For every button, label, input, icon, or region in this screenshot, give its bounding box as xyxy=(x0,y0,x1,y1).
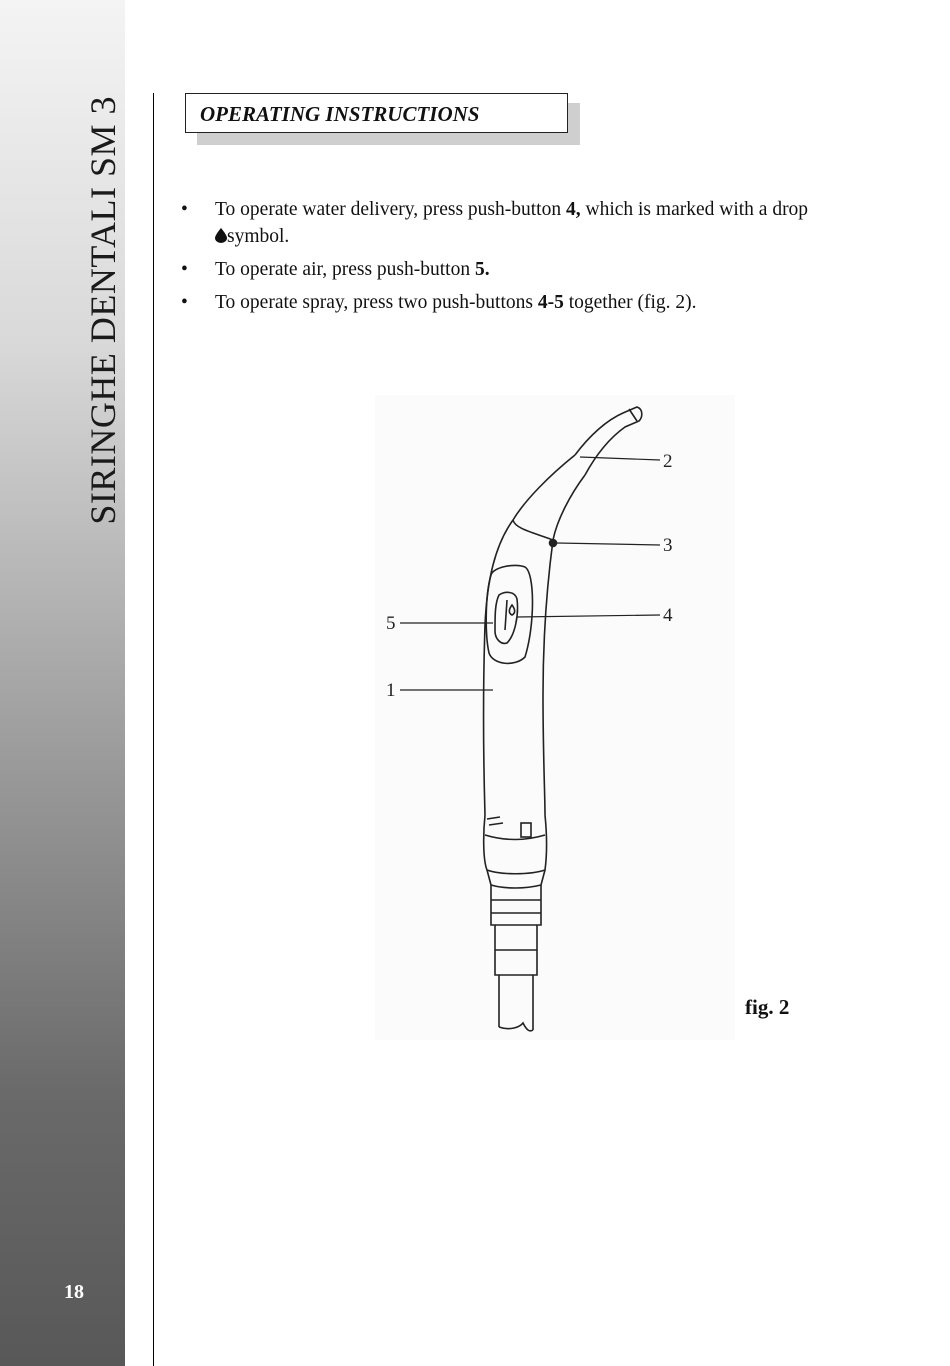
bullet-dot: • xyxy=(181,292,188,313)
list-item xyxy=(176,289,896,316)
bullet-dot: • xyxy=(181,199,188,220)
bullet-text: To operate water delivery, press push-button xyxy=(215,199,566,220)
bullet-text: together (fig. 2). xyxy=(563,292,697,313)
margin-rule xyxy=(153,93,154,1366)
bullet-text: symbol. xyxy=(227,226,290,247)
sidebar-band xyxy=(0,0,125,1366)
list-item xyxy=(176,256,896,283)
bullet-dot: • xyxy=(181,259,188,280)
section-heading-box xyxy=(185,93,568,133)
button-number: 4, xyxy=(565,199,581,220)
instruction-list xyxy=(176,196,896,322)
callout-5: 5 xyxy=(386,613,396,634)
syringe-illustration xyxy=(375,395,735,1040)
callout-3: 3 xyxy=(663,535,673,556)
section-heading: OPERATING INSTRUCTIONS xyxy=(200,102,480,126)
button-number: 4-5 xyxy=(537,292,564,313)
page-number: 18 xyxy=(64,1281,84,1303)
bullet-text: To operate spray, press two push-buttons xyxy=(215,292,538,313)
bullet-text: To operate air, press push-button xyxy=(215,259,475,280)
bullet-text: which is marked with a drop xyxy=(580,199,809,220)
document-title-vertical: SIRINGHE DENTALI SM 3 xyxy=(83,96,123,525)
callout-1: 1 xyxy=(386,680,396,701)
button-number: 5. xyxy=(474,259,490,280)
callout-4: 4 xyxy=(663,605,673,626)
callout-2: 2 xyxy=(663,451,673,472)
figure-caption: fig. 2 xyxy=(745,995,790,1019)
list-item xyxy=(176,196,896,250)
water-drop-icon xyxy=(215,228,227,243)
